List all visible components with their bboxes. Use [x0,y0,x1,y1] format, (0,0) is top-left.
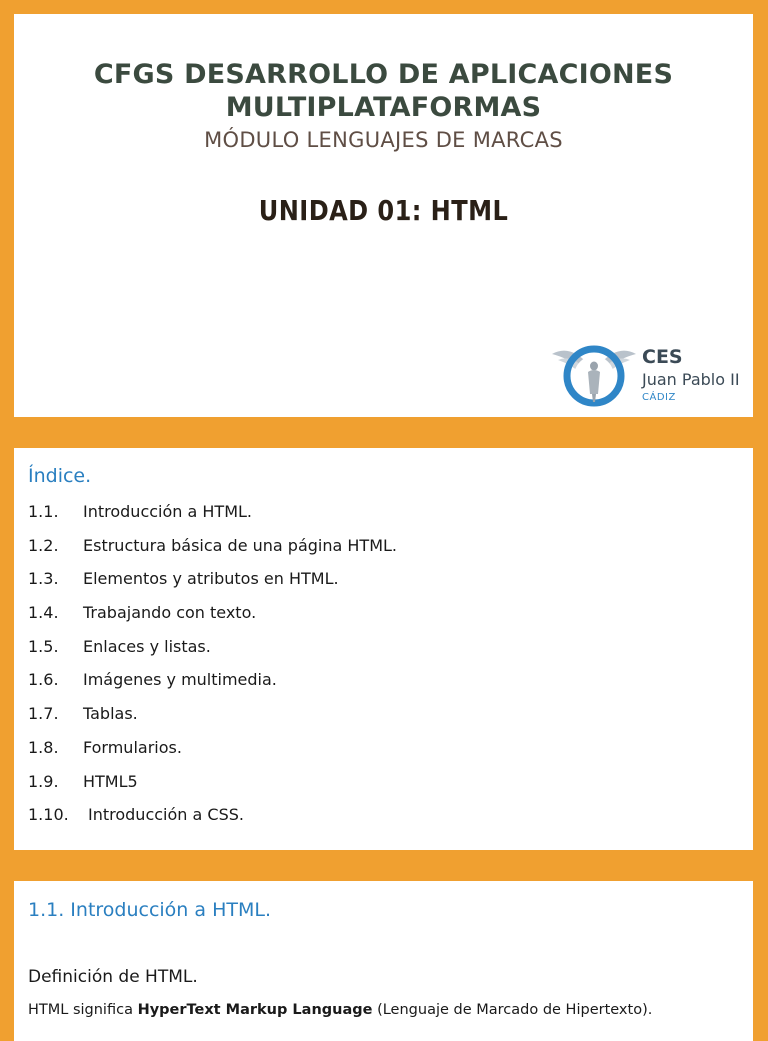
course-title-line1: CFGS DESARROLLO DE APLICACIONES [93,59,674,90]
course-title [14,58,753,124]
index-item [28,704,397,738]
index-item-number: 1.2. [28,535,59,555]
fundacion-eagle-emblem-icon [548,338,640,410]
module-subtitle: MÓDULO LENGUAJES DE MARCAS [204,128,563,152]
index-item-label: Estructura básica de una página HTML. [83,535,398,555]
definition-text-bold: HyperText Markup Language [137,1002,373,1018]
index-item-label: Introducción a HTML. [83,502,252,521]
index-item-label: Formularios. [83,737,182,757]
logo-name: Juan Pablo II [642,370,740,389]
index-item-label: Introducción a CSS. [88,805,244,825]
index-item-label: Enlaces y listas. [83,636,211,656]
index-list [28,502,397,839]
index-item-number: 1.7. [28,704,59,724]
index-item [28,502,397,536]
index-item [28,772,397,806]
index-item-label: Imágenes y multimedia. [83,670,277,690]
index-item [28,569,397,603]
index-item-number: 1.5. [28,636,59,656]
section-heading: 1.1. Introducción a HTML. [28,899,271,921]
definition-text-suffix: (Lenguaje de Marcado de Hipertexto). [372,1002,653,1018]
index-item [28,603,397,637]
cover-slide [14,14,753,417]
index-item-number: 1.8. [28,737,59,757]
index-item [28,670,397,704]
definition-title: Definición de HTML. [28,967,198,987]
index-item [28,738,397,772]
index-item [28,637,397,671]
course-title-line2: MULTIPLATAFORMAS [225,92,542,123]
index-item-number: 1.6. [28,670,59,690]
index-item-label: Trabajando con texto. [83,603,257,623]
unit-title: UNIDAD 01: HTML [258,194,509,227]
logo-city: CÁDIZ [642,392,676,403]
ces-logo [548,334,753,414]
index-slide [14,448,753,850]
logo-brand: CES [642,346,683,368]
index-item-number: 1.10. [28,805,69,825]
index-item-label: Elementos y atributos en HTML. [83,569,339,589]
index-heading: Índice. [28,465,92,487]
index-item [28,805,397,839]
definition-text-prefix: HTML significa [28,1002,138,1018]
definition-text [28,1002,652,1018]
index-item-label: Tablas. [83,704,138,724]
index-item-number: 1.4. [28,603,59,623]
index-item-number: 1.1. [28,502,59,521]
intro-slide [14,881,753,1041]
index-item [28,536,397,570]
index-item-number: 1.3. [28,569,59,589]
index-item-number: 1.9. [28,771,59,791]
index-item-label: HTML5 [83,771,138,791]
